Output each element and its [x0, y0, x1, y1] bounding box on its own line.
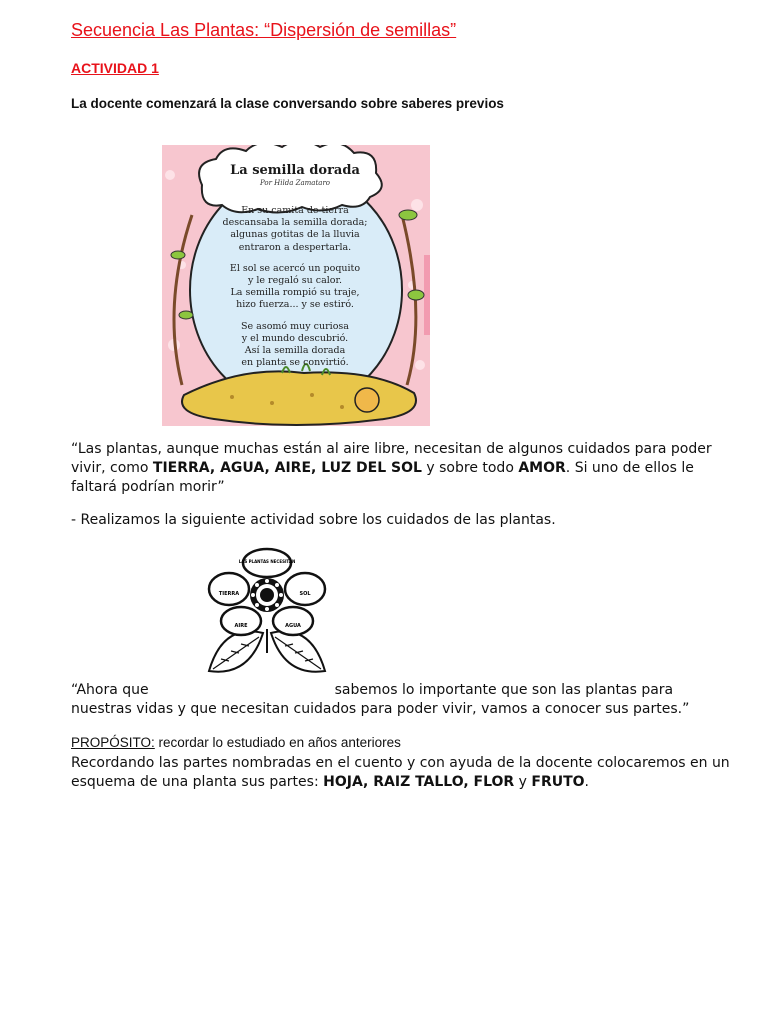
plants-care-paragraph: “Las plantas, aunque muchas están al aire libre, necesitan de algunos cuidados para poder vivir, como TIERRA, AGUA, AIRE, LUZ DEL SOL y sobre todo AMOR. Si uno de ellos le faltará podrían morir”	[71, 441, 712, 495]
poem-stanza: Se asomó muy curiosa y el mundo descubrió. Así la semilla dorada en planta se convirtió.	[241, 320, 349, 369]
activity-instruction: - Realizamos la siguiente actividad sobre los cuidados de las plantas.	[71, 512, 556, 528]
plant-parts-paragraph: Recordando las partes nombradas en el cuento y con ayuda de la docente colocaremos en un esquema de una planta sus partes: HOJA, RAIZ TALLO, FLOR y FRUTO.	[71, 755, 730, 790]
petal-label-agua: AGUA	[285, 623, 301, 629]
purpose-label: PROPÓSITO:	[71, 735, 155, 750]
petal-label-aire: AIRE	[234, 623, 248, 629]
petal-label-sol: SOL	[299, 591, 311, 597]
flower-care-diagram	[207, 545, 327, 675]
purpose-line: PROPÓSITO: recordar lo estudiado en años anteriores	[71, 735, 401, 750]
page-title: Secuencia Las Plantas: “Dispersión de semillas”	[71, 20, 457, 40]
activity-heading: ACTIVIDAD 1	[71, 60, 159, 76]
flower-center-label: LAS PLANTAS NECESITAN	[238, 559, 296, 564]
poem-title: La semilla dorada	[230, 163, 360, 178]
poem-stanza: En su camita de tierra descansaba la semilla dorada; algunas gotitas de la lluvia entraron a despertarla.	[222, 205, 368, 253]
plant-parts-intro: “Ahora que sabemos lo importante que son las plantas para nuestras vidas y que necesitan cuidados para poder vivir, vamos a conocer sus partes.”	[71, 682, 690, 717]
poem-author: Por Hilda Zamataro	[259, 179, 331, 187]
poem-body	[195, 205, 395, 378]
intro-text: La docente comenzará la clase conversando sobre saberes previos	[71, 96, 504, 111]
poem-stanza: El sol se acercó un poquito y le regaló su calor. La semilla rompió su traje, hizo fuerza... y se estiró.	[229, 262, 361, 311]
petal-label-tierra: TIERRA	[218, 591, 240, 597]
